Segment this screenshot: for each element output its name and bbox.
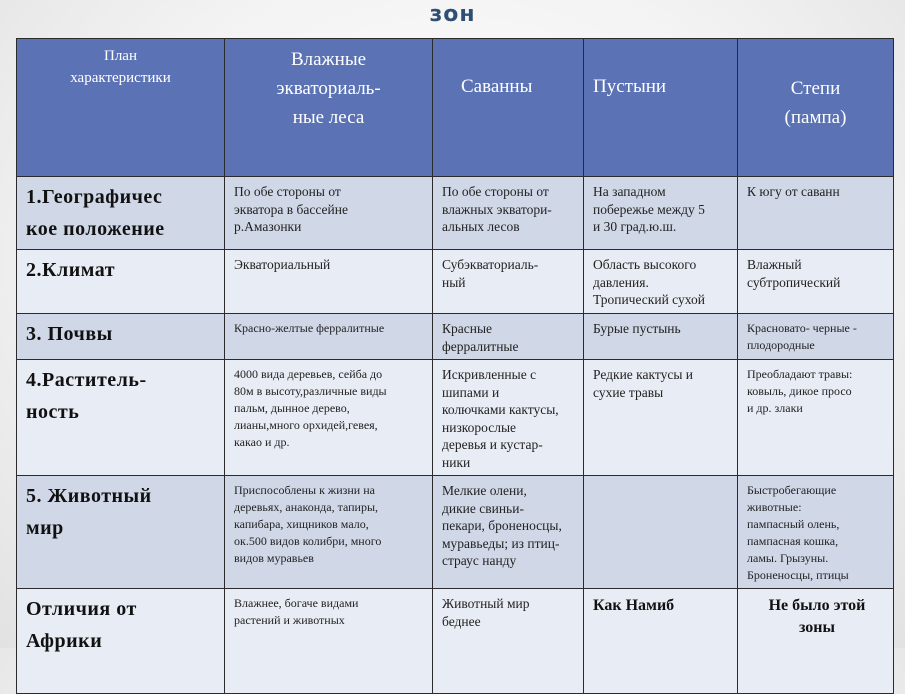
table-row-geography	[17, 177, 894, 250]
row-label-geography: 1.Географичес кое положение	[17, 177, 225, 250]
table-row-vegetation	[17, 360, 894, 476]
table-cell: На западном побережье между 5 и 30 град.ю.ш.	[584, 177, 738, 250]
table-cell: К югу от саванн	[738, 177, 894, 250]
table-row-differences	[17, 589, 894, 694]
header-desert-text: Пустыни	[593, 76, 667, 97]
header-plan-text: План характеристики	[70, 48, 171, 86]
header-rainforest-text: Влажные экваториаль- ные леса	[276, 49, 381, 128]
row-label-climate: 2.Климат	[17, 250, 225, 314]
table-cell: Преобладают травы: ковыль, дикое просо и др. злаки	[738, 360, 894, 476]
header-savanna-text: Саванны	[461, 76, 533, 97]
table-cell: Красные ферралитные	[433, 314, 584, 360]
table-cell: Экваториальный	[225, 250, 433, 314]
table-row-fauna	[17, 476, 894, 589]
table-cell	[584, 476, 738, 589]
table-cell: По обе стороны от экватора в бассейне р.Амазонки	[225, 177, 433, 250]
table-row-climate	[17, 250, 894, 314]
header-row	[17, 39, 894, 177]
header-rainforest	[225, 39, 433, 177]
table-cell: Мелкие олени, дикие свиньи- пекари, броненосцы, муравьеды; из птиц- страус нанду	[433, 476, 584, 589]
table-cell: Как Намиб	[584, 589, 738, 694]
header-steppe-text: Степи (пампа)	[784, 78, 847, 128]
header-steppe	[738, 39, 894, 177]
header-plan	[17, 39, 225, 177]
table-cell: По обе стороны от влажных экватори- альных лесов	[433, 177, 584, 250]
row-label-differences: Отличия от Африки	[17, 589, 225, 694]
table-cell: Искривленные с шипами и колючками кактусы, низкорослые деревья и кустар- ники	[433, 360, 584, 476]
header-desert	[584, 39, 738, 177]
table-cell: Красновато- черные - плодородные	[738, 314, 894, 360]
table-cell: Приспособлены к жизни на деревьях, анаконда, тапиры, капибара, хищников мало, ок.500 видов колибри, много видов муравьев	[225, 476, 433, 589]
table-cell: Животный мир беднее	[433, 589, 584, 694]
table-cell: Не было этой зоны	[738, 589, 894, 694]
table-row-soils	[17, 314, 894, 360]
row-label-soils: 3. Почвы	[17, 314, 225, 360]
table-cell: Субэкваториаль- ный	[433, 250, 584, 314]
table-cell: Область высокого давления. Тропический сухой	[584, 250, 738, 314]
comparison-table	[16, 38, 894, 694]
slide-title: зон	[429, 2, 476, 27]
table-cell: Красно-желтые ферралитные	[225, 314, 433, 360]
table-cell: Редкие кактусы и сухие травы	[584, 360, 738, 476]
table-cell: Влажный субтропический	[738, 250, 894, 314]
table-cell: Влажнее, богаче видами растений и животных	[225, 589, 433, 694]
table-cell: Быстробегающие животные: пампасный олень, пампасная кошка, ламы. Грызуны. Броненосцы, птицы	[738, 476, 894, 589]
table-cell: 4000 вида деревьев, сейба до 80м в высоту,различные виды пальм, дынное дерево, лианы,много орхидей,гевея, какао и др.	[225, 360, 433, 476]
table-cell: Бурые пустынь	[584, 314, 738, 360]
row-label-vegetation: 4.Раститель- ность	[17, 360, 225, 476]
row-label-fauna: 5. Животный мир	[17, 476, 225, 589]
header-savanna	[433, 39, 584, 177]
